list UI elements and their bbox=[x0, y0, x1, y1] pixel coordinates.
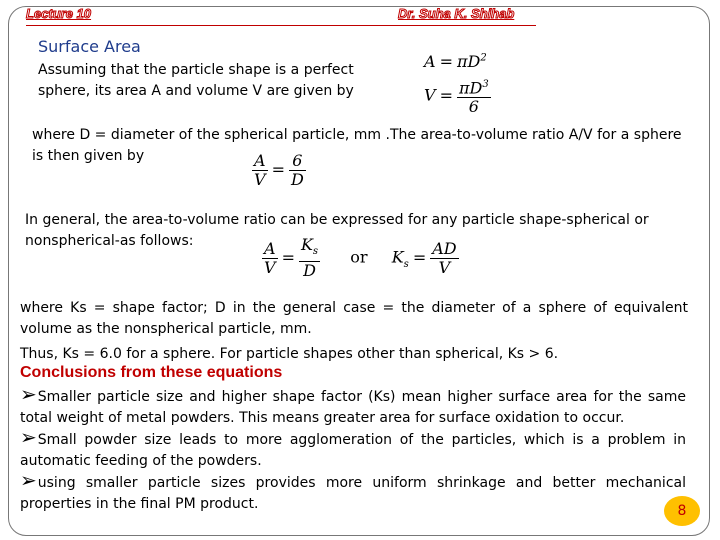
eq-general-den-left: V bbox=[264, 257, 276, 277]
eq-general-num-mid: K bbox=[300, 235, 313, 254]
eq-area-pi: π bbox=[456, 52, 468, 71]
eq-general-num-right: AD bbox=[432, 238, 457, 258]
eq-ratio-den-right: D bbox=[290, 170, 304, 189]
header-author: Dr. Suha K. Shihab bbox=[398, 6, 515, 21]
eq-volume-var: D bbox=[469, 78, 483, 98]
header-divider bbox=[26, 25, 536, 26]
arrow-bullet-icon: ➢ bbox=[20, 468, 37, 492]
equation-general: $\frac{A}{V}$ = $\frac{K_s}{D}$ or $K_s$ = $\frac{AD}{V}$ bbox=[264, 235, 457, 281]
general-paragraph: In general, the area-to-volume ratio can be expressed for any particle shape-spherical or nonspherical-as follows: bbox=[25, 212, 649, 249]
conclusion-item bbox=[20, 384, 686, 429]
eq-general-or: or bbox=[350, 247, 368, 267]
conclusion-text: Smaller particle size and higher shape factor (Ks) mean higher surface area for the same total weight of metal powders. This means greater area for surface oxidation to occur. bbox=[20, 389, 686, 426]
conclusion-text: Small powder size leads to more agglomeration of the particles, which is a problem in automatic feeding of the powders. bbox=[20, 432, 686, 469]
header-lecture: Lecture 10 bbox=[26, 6, 92, 21]
conclusion-item bbox=[20, 470, 686, 515]
page-number-badge: 8 bbox=[664, 496, 700, 526]
intro-paragraph: Assuming that the particle shape is a perfect sphere, its area A and volume V are given by bbox=[38, 62, 354, 99]
eq-area-lhs: A bbox=[424, 52, 436, 71]
conclusion-text: using smaller particle sizes provides more uniform shrinkage and better mechanical properties in the final PM product. bbox=[20, 475, 686, 512]
eq-ratio-den-left: V bbox=[254, 170, 266, 189]
conclusions-heading: Conclusions from these equations bbox=[20, 364, 283, 381]
eq-ratio-num-right: 6 bbox=[289, 152, 306, 171]
eq-volume-lhs: V bbox=[424, 85, 436, 105]
eq-general-num-mid-sub: s bbox=[312, 246, 319, 258]
section-title: Surface Area bbox=[38, 37, 141, 56]
shape-factor-paragraph: where Ks = shape factor; D in the general case = the diameter of a sphere of equivalent volume as the nonspherical particle, mm. bbox=[20, 300, 688, 337]
eq-volume-pi: π bbox=[458, 78, 470, 98]
diameter-paragraph: where D = diameter of the spherical particle, mm .The area-to-volume ratio A/V for a sphere is then given by bbox=[32, 127, 682, 164]
eq-volume-exp: 3 bbox=[482, 79, 489, 90]
arrow-bullet-icon: ➢ bbox=[20, 382, 37, 406]
eq-general-num-left: A bbox=[264, 238, 276, 258]
equation-volume: V = $\frac{\pi D^3}{6}$ bbox=[424, 76, 491, 116]
eq-general-lhs2-sub: s bbox=[403, 258, 409, 270]
arrow-bullet-icon: ➢ bbox=[20, 425, 37, 449]
eq-general-lhs2: K bbox=[391, 247, 404, 267]
equation-area: $A = \pi D^2$ bbox=[424, 52, 487, 71]
conclusion-item bbox=[20, 427, 686, 472]
sphere-ks-paragraph: Thus, Ks = 6.0 for a sphere. For particle shapes other than spherical, Ks > 6. bbox=[20, 346, 559, 362]
eq-general-den-right: V bbox=[438, 257, 451, 277]
eq-area-exp: 2 bbox=[480, 52, 487, 64]
eq-general-den-mid: D bbox=[303, 261, 316, 281]
eq-volume-den: 6 bbox=[468, 97, 479, 117]
eq-ratio-num-left: A bbox=[254, 151, 266, 170]
equation-ratio: $\frac{A}{V}$ = $\frac{6}{D}$ bbox=[254, 151, 304, 189]
eq-area-var: D bbox=[467, 52, 481, 71]
